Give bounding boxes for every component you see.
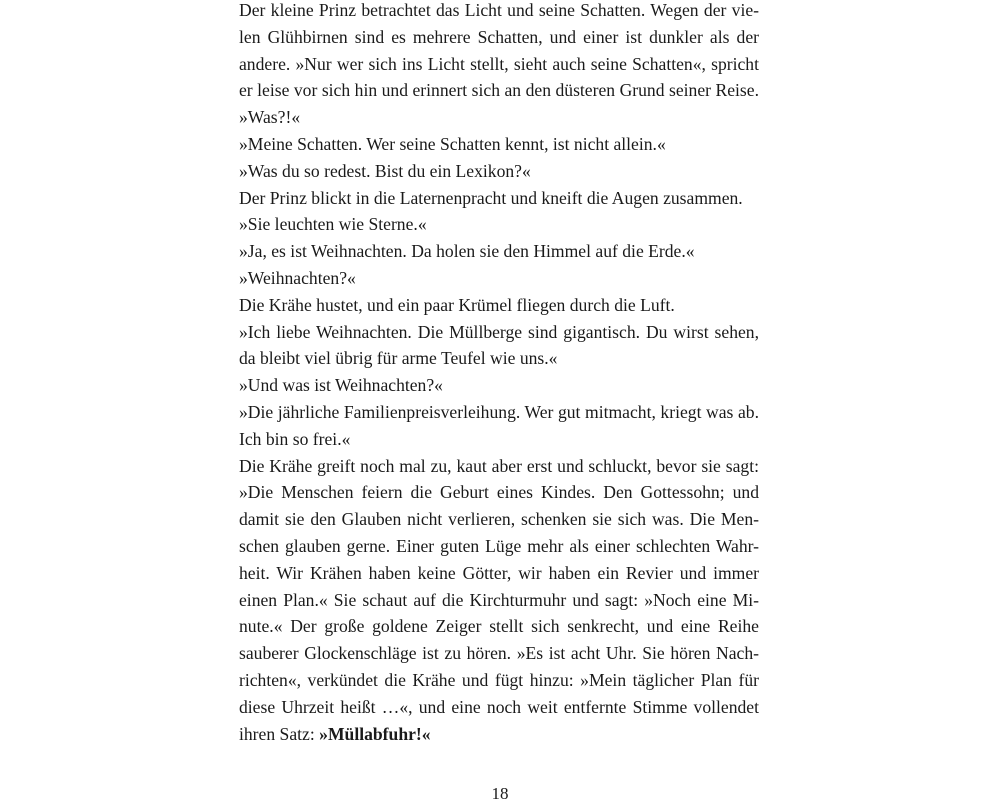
- text-line: schen glauben gerne. Einer guten Lüge mehr als einer schlechten Wahr-: [239, 535, 759, 556]
- text-line: »Was?!«: [239, 107, 301, 128]
- text-line-last: [239, 721, 759, 748]
- text-line: heit. Wir Krähen haben keine Götter, wir haben ein Revier und immer: [239, 562, 759, 583]
- text-line: Die Krähe hustet, und ein paar Krümel fliegen durch die Luft.: [239, 294, 675, 315]
- text-line: len Glühbirnen sind es mehrere Schatten, und einer ist dunkler als der: [239, 26, 759, 47]
- text-line: »Und was ist Weihnachten?«: [239, 375, 443, 396]
- text-line: damit sie den Glauben nicht verlieren, schenken sie sich was. Die Men-: [239, 509, 759, 530]
- text-line: richten«, verkündet die Krähe und fügt hinzu: »Mein täglicher Plan für: [239, 669, 759, 690]
- text-line: er leise vor sich hin und erinnert sich an den düsteren Grund seiner Reise.: [239, 80, 759, 101]
- body-text: [239, 0, 759, 747]
- page-number: 18: [491, 784, 509, 803]
- text-line: »Ja, es ist Weihnachten. Da holen sie den Himmel auf die Erde.«: [239, 241, 695, 262]
- text-line: »Was du so redest. Bist du ein Lexikon?«: [239, 160, 531, 181]
- text-line: einen Plan.« Sie schaut auf die Kirchturmuhr und sagt: »Noch eine Mi-: [239, 589, 759, 610]
- text-line: »Meine Schatten. Wer seine Schatten kennt, ist nicht allein.«: [239, 133, 666, 154]
- emphasized-word: »Müllabfuhr!«: [319, 723, 431, 744]
- text-line: »Die jährliche Familienpreisverleihung. Wer gut mitmacht, kriegt was ab.: [239, 401, 759, 422]
- text-line: andere. »Nur wer sich ins Licht stellt, sieht auch seine Schatten«, spricht: [239, 53, 759, 74]
- text-line: »Weihnachten?«: [239, 267, 356, 288]
- text-line: sauberer Glockenschläge ist zu hören. »Es ist acht Uhr. Sie hören Nach-: [239, 643, 759, 664]
- text-line: nute.« Der große goldene Zeiger stellt sich senkrecht, und eine Reihe: [239, 616, 759, 637]
- text-line: Ich bin so frei.«: [239, 428, 351, 449]
- text-line-last-prefix: ihren Satz:: [239, 723, 320, 744]
- text-line: Die Krähe greift noch mal zu, kaut aber erst und schluckt, bevor sie sagt:: [239, 455, 759, 476]
- text-line: Der Prinz blickt in die Laternenpracht und kneift die Augen zusammen.: [239, 187, 743, 208]
- text-line: diese Uhrzeit heißt …«, und eine noch weit entfernte Stimme vollendet: [239, 696, 759, 717]
- text-line: Der kleine Prinz betrachtet das Licht und seine Schatten. Wegen der vie-: [239, 0, 759, 20]
- text-line: »Sie leuchten wie Sterne.«: [239, 214, 427, 235]
- text-line: »Ich liebe Weihnachten. Die Müllberge sind gigantisch. Du wirst sehen,: [239, 321, 759, 342]
- text-line: da bleibt viel übrig für arme Teufel wie uns.«: [239, 348, 558, 369]
- text-line: »Die Menschen feiern die Geburt eines Kindes. Den Gottessohn; und: [239, 482, 759, 503]
